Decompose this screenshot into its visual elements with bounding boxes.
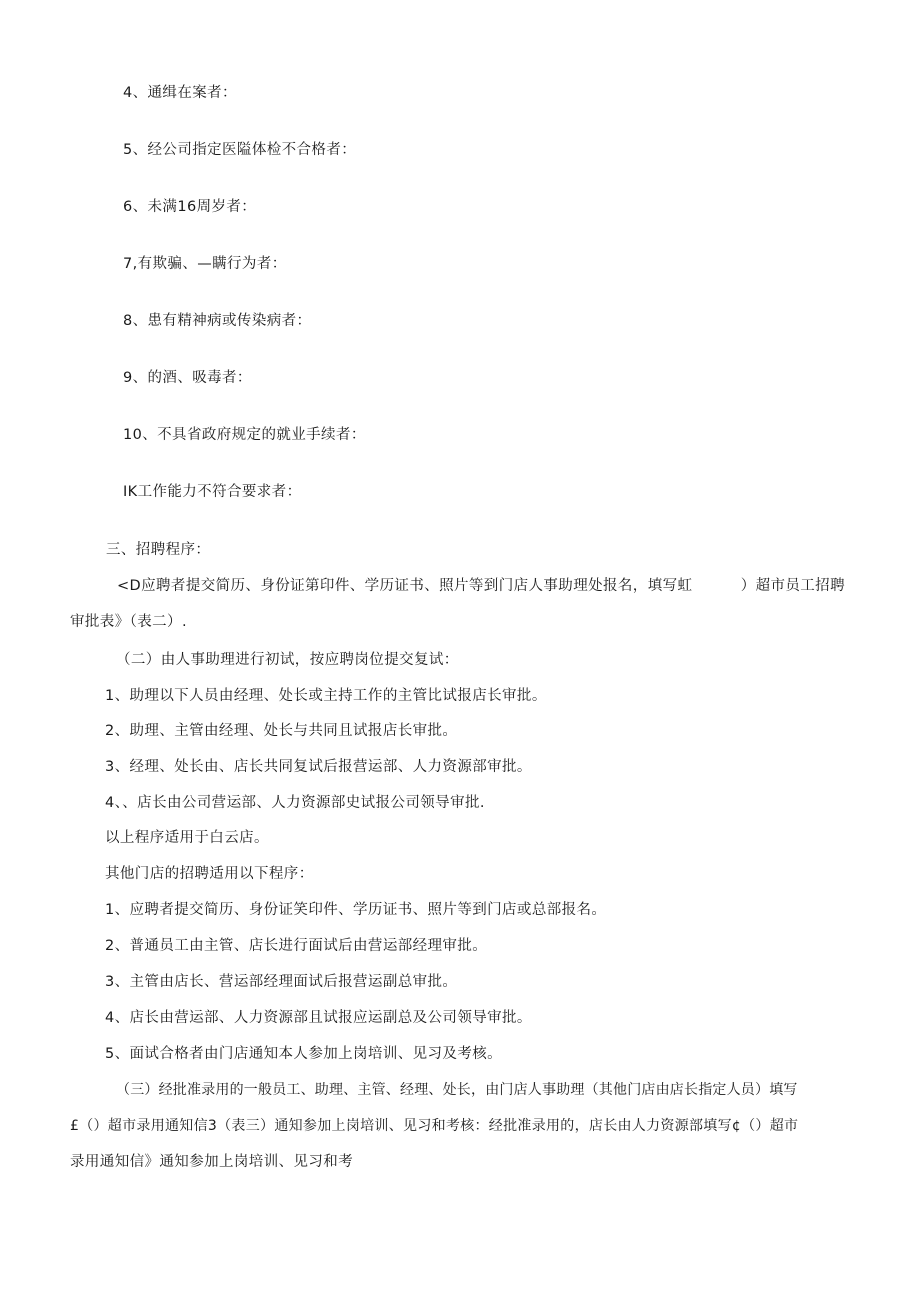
step3-line2: £（）超市录用通知信3（表三）通知参加上岗培训、见习和考核：经批准录用的，店长由人力资源部填写¢（）超市 [70,1118,799,1134]
other-item-3: 3、主管由店长、营运部经理面试后报营运副总审批。 [105,974,458,990]
list-item-6: 6、未满16周岁者： [123,199,257,215]
step2-heading: （二）由人事助理进行初试，按应聘岗位提交复试： [116,652,459,668]
step1-line1-left: <D应聘者提交简历、身份证第印件、学历证书、照片等到门店人事助理处报名，填写虹 [117,578,693,594]
list-item-9: 9、的酒、吸毒者： [123,370,252,386]
step1-paragraph [117,576,845,596]
step1-line2: 审批表》（表二）. [70,614,187,630]
baiyun-item-1: 1、助理以下人员由经理、处长或主持工作的主管比试报店长审批。 [105,688,547,704]
baiyun-item-2: 2、助理、主管由经理、处长与共同且试报店长审批。 [105,723,458,739]
step1-line1-right: ）超市员工招聘 [740,578,845,594]
list-item-8: 8、患有精神病或传染病者： [123,313,312,329]
section-heading: 三、招聘程序： [106,542,211,558]
other-item-5: 5、面试合格者由门店通知本人参加上岗培训、见习及考核。 [105,1046,503,1062]
baiyun-item-4: 4、、店长由公司营运部、人力资源部史试报公司领导审批. [105,795,485,811]
other-item-1: 1、应聘者提交简历、身份证笑印件、学历证书、照片等到门店或总部报名。 [105,902,607,918]
other-stores-heading: 其他门店的招聘适用以下程序： [105,866,314,882]
list-item-11: IK工作能力不符合要求者： [123,484,302,500]
baiyun-item-3: 3、经理、处长由、店长共同复试后报营运部、人力资源部审批。 [105,759,532,775]
baiyun-note: 以上程序适用于白云店。 [105,830,269,846]
other-item-4: 4、店长由营运部、人力资源部且试报应运副总及公司领导审批。 [105,1010,532,1026]
list-item-10: 10、不具省政府规定的就业手续者： [123,427,366,443]
list-item-5: 5、经公司指定医隘体检不合格者： [123,142,357,158]
list-item-4: 4、通缉在案者： [123,85,237,101]
other-item-2: 2、普通员工由主管、店长进行面试后由营运部经理审批。 [105,938,488,954]
list-item-7: 7,有欺骗、—瞒行为者： [123,256,287,272]
step3-line1: （三）经批准录用的一般员工、助理、主管、经理、处长，由门店人事助理（其他门店由店长指定人员）填写 [116,1082,798,1098]
step3-line3: 录用通知信》通知参加上岗培训、见习和考 [70,1154,354,1170]
